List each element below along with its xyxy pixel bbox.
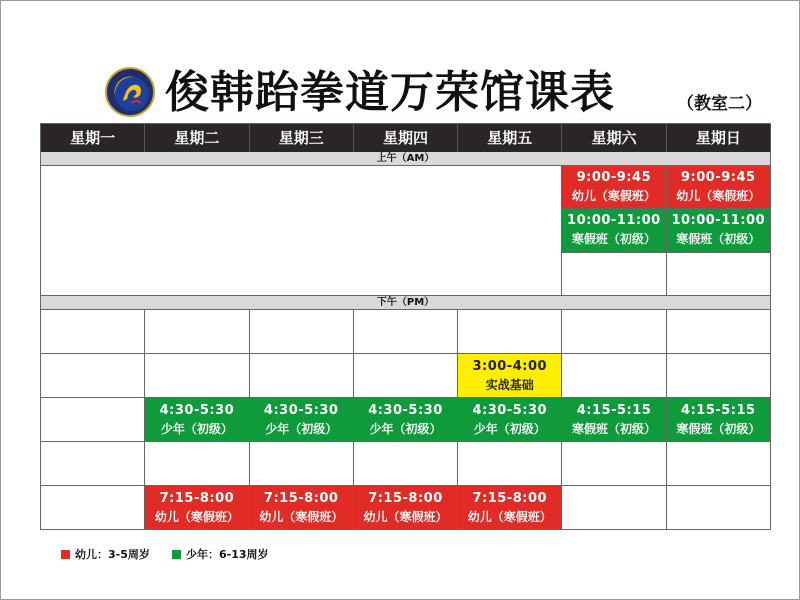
empty-cell (41, 354, 145, 398)
am-empty-area (41, 166, 562, 296)
am-sun-column (667, 166, 771, 296)
pm-row (41, 486, 771, 530)
class-time: 10:00-11:00 (567, 213, 661, 229)
class-time: 4:30-5:30 (368, 402, 443, 418)
class-name: 幼儿（寒假班） (676, 189, 761, 204)
class-cell (667, 398, 771, 442)
empty-cell (41, 398, 145, 442)
empty-cell (41, 310, 145, 354)
pm-row (41, 310, 771, 354)
class-cell (562, 209, 666, 252)
day-header-thu: 星期四 (354, 124, 458, 152)
pm-row (41, 354, 771, 398)
taekwondo-logo-icon (105, 67, 155, 117)
empty-cell (667, 486, 771, 530)
class-cell (354, 398, 458, 442)
class-cell (145, 398, 249, 442)
class-time: 4:30-5:30 (472, 402, 548, 418)
am-sat-column (562, 166, 666, 296)
class-name: 幼儿（寒假班） (467, 509, 552, 524)
empty-cell (562, 442, 666, 486)
day-header-tue: 星期二 (145, 124, 249, 152)
pm-band: 下午（PM） (41, 296, 771, 310)
empty-cell (458, 442, 562, 486)
class-time: 9:00-9:45 (681, 170, 756, 186)
class-time: 4:15-5:15 (681, 402, 756, 418)
empty-cell (667, 354, 771, 398)
class-cell (250, 398, 354, 442)
class-time: 4:30-5:30 (263, 402, 339, 418)
class-cell (458, 354, 562, 398)
class-time: 3:00-4:00 (472, 358, 548, 374)
class-cell (667, 166, 771, 209)
green-swatch-icon (172, 550, 181, 559)
class-time: 4:30-5:30 (159, 402, 235, 418)
class-name: 寒假班（初级） (572, 421, 657, 436)
class-name: 幼儿（寒假班） (571, 189, 656, 204)
class-cell (667, 209, 771, 252)
class-time: 4:15-5:15 (576, 402, 652, 418)
class-cell (562, 398, 666, 442)
class-time: 7:15-8:00 (472, 490, 548, 506)
legend-kids (61, 546, 150, 562)
class-name: 幼儿（寒假班） (363, 509, 448, 524)
class-name: 寒假班（初级） (676, 232, 761, 247)
class-time: 7:15-8:00 (159, 490, 235, 506)
empty-cell (145, 310, 249, 354)
am-band: 上午（AM） (41, 152, 771, 166)
empty-cell (354, 442, 458, 486)
pm-row (41, 442, 771, 486)
empty-cell (250, 442, 354, 486)
day-header-sat: 星期六 (562, 124, 666, 152)
empty-cell (354, 354, 458, 398)
class-cell (562, 166, 666, 209)
day-header-wed: 星期三 (250, 124, 354, 152)
class-cell (458, 486, 562, 530)
class-name: 寒假班（初级） (676, 421, 761, 436)
red-swatch-icon (61, 550, 70, 559)
class-name: 少年（初级） (160, 421, 233, 436)
class-cell (250, 486, 354, 530)
class-time: 9:00-9:45 (576, 170, 652, 186)
class-name: 少年（初级） (265, 421, 338, 436)
empty-cell (667, 310, 771, 354)
class-time: 7:15-8:00 (368, 490, 443, 506)
empty-cell (354, 310, 458, 354)
am-section (41, 166, 771, 296)
empty-cell (562, 354, 666, 398)
day-header-mon: 星期一 (41, 124, 145, 152)
classroom-label: （教室二） (677, 94, 762, 114)
class-cell (458, 398, 562, 442)
empty-cell (145, 442, 249, 486)
empty-cell (562, 486, 666, 530)
class-name: 寒假班（初级） (571, 232, 656, 247)
empty-cell (250, 310, 354, 354)
empty-cell (667, 442, 771, 486)
class-time: 10:00-11:00 (671, 213, 766, 229)
class-name: 幼儿（寒假班） (259, 509, 344, 524)
class-cell (354, 486, 458, 530)
empty-cell (41, 442, 145, 486)
class-name: 少年（初级） (369, 421, 442, 436)
legend-youth (172, 546, 269, 562)
empty-cell (145, 354, 249, 398)
class-name: 少年（初级） (473, 421, 546, 436)
pm-row (41, 398, 771, 442)
empty-cell (250, 354, 354, 398)
class-name: 实战基础 (485, 377, 534, 392)
day-header-fri: 星期五 (458, 124, 562, 152)
empty-cell (562, 253, 666, 296)
empty-cell (458, 310, 562, 354)
empty-cell (41, 486, 145, 530)
legend-youth-label: 少年：6-13周岁 (186, 548, 269, 561)
empty-cell (667, 253, 771, 296)
legend-kids-label: 幼儿：3-5周岁 (75, 548, 150, 561)
schedule-table (40, 123, 771, 530)
page-title: 俊韩跆拳道万荣馆课表 (165, 67, 615, 118)
class-time: 7:15-8:00 (263, 490, 339, 506)
class-cell (145, 486, 249, 530)
day-header-sun: 星期日 (667, 124, 771, 152)
empty-cell (562, 310, 666, 354)
weekday-header-row (41, 124, 771, 152)
class-name: 幼儿（寒假班） (154, 509, 239, 524)
